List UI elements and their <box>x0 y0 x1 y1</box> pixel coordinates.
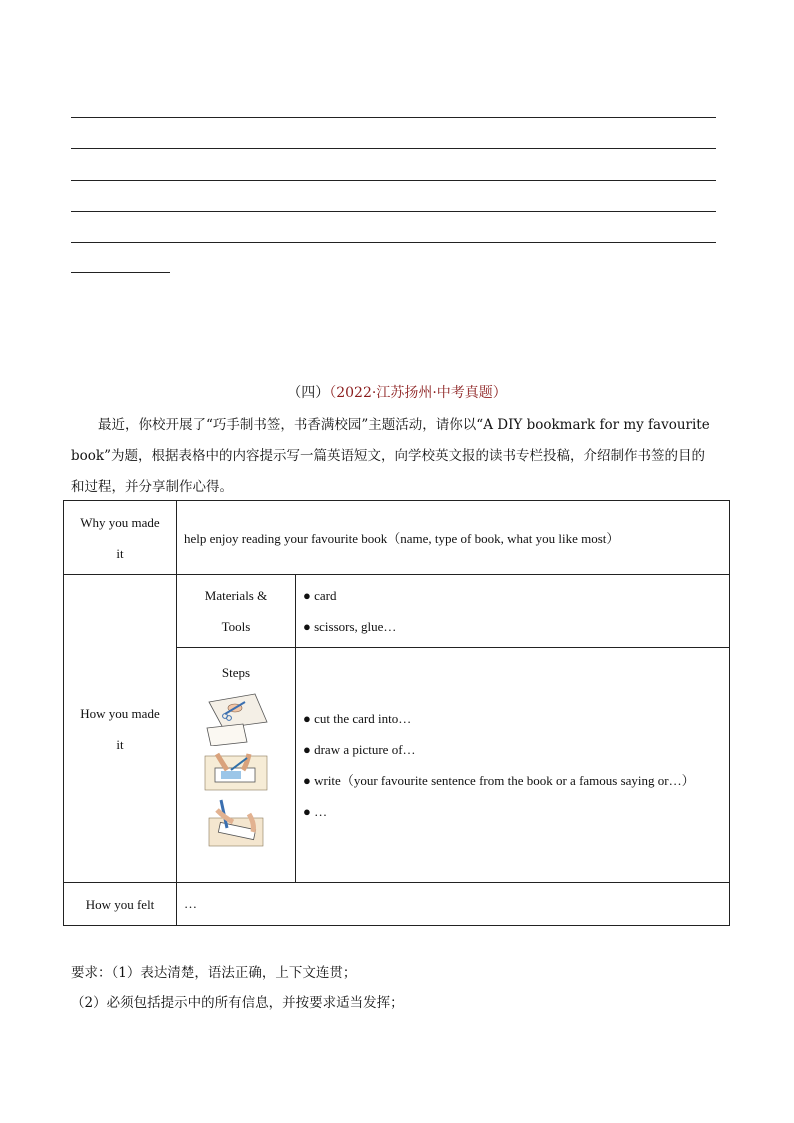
why-label-cell <box>64 501 177 575</box>
felt-content: … <box>177 883 730 926</box>
how-label-cell <box>64 575 177 883</box>
list-item: ● write（your favourite sentence from the book or a famous saying or…） <box>303 773 695 788</box>
why-label-line1: Why you made <box>80 514 160 530</box>
requirement-line: 要求：（1）表达清楚，语法正确，上下文连贯； <box>71 965 357 981</box>
instruction-line: 最近，你校开展了“巧手制书签，书香满校园”主题活动，请你以“A DIY bookmark for my favourite <box>98 417 710 433</box>
answer-line-short <box>71 272 170 273</box>
instruction-line: 和过程，并分享制作心得。 <box>71 479 233 495</box>
how-label-line1: How you made <box>80 705 160 721</box>
requirements <box>71 958 404 1018</box>
list-item: ● card <box>303 588 337 603</box>
answer-line <box>71 211 716 212</box>
steps-label: Steps <box>221 665 251 680</box>
table-row-materials <box>64 575 730 648</box>
why-content: help enjoy reading your favourite book（name, type of book, what you like most） <box>177 501 730 575</box>
cutting-card-illustration <box>203 692 269 746</box>
list-item: ● scissors, glue… <box>303 619 397 634</box>
requirement-line: （2）必须包括提示中的所有信息，并按要求适当发挥； <box>71 995 404 1011</box>
materials-list <box>296 575 730 648</box>
answer-line <box>71 148 716 149</box>
materials-label-line1: Materials & <box>204 588 268 603</box>
answer-line <box>71 180 716 181</box>
how-label-line2: it <box>116 736 124 752</box>
instruction-line: book”为题，根据表格中的内容提示写一篇英语短文，向学校英文报的读书专栏投稿，介绍制作书签的目的 <box>71 448 705 464</box>
section-source: （2022·江苏扬州·中考真题） <box>329 385 507 401</box>
drawing-picture-illustration <box>203 750 269 794</box>
writing-sentence-illustration <box>203 798 269 850</box>
materials-label-cell <box>177 575 296 648</box>
why-label-line2: it <box>116 545 124 561</box>
steps-label-cell <box>177 648 296 883</box>
list-item: ● … <box>303 804 328 819</box>
section-number: （四） <box>287 385 330 401</box>
answer-line <box>71 117 716 118</box>
list-item: ● cut the card into… <box>303 711 412 726</box>
felt-label: How you felt <box>64 883 177 926</box>
prompt-table <box>63 500 730 926</box>
list-item: ● draw a picture of… <box>303 742 416 757</box>
task-instructions <box>71 410 723 503</box>
table-row-felt <box>64 883 730 926</box>
materials-label-line2: Tools <box>221 619 251 634</box>
section-title <box>0 382 794 402</box>
steps-list <box>296 648 730 883</box>
answer-line <box>71 242 716 243</box>
table-row-why <box>64 501 730 575</box>
